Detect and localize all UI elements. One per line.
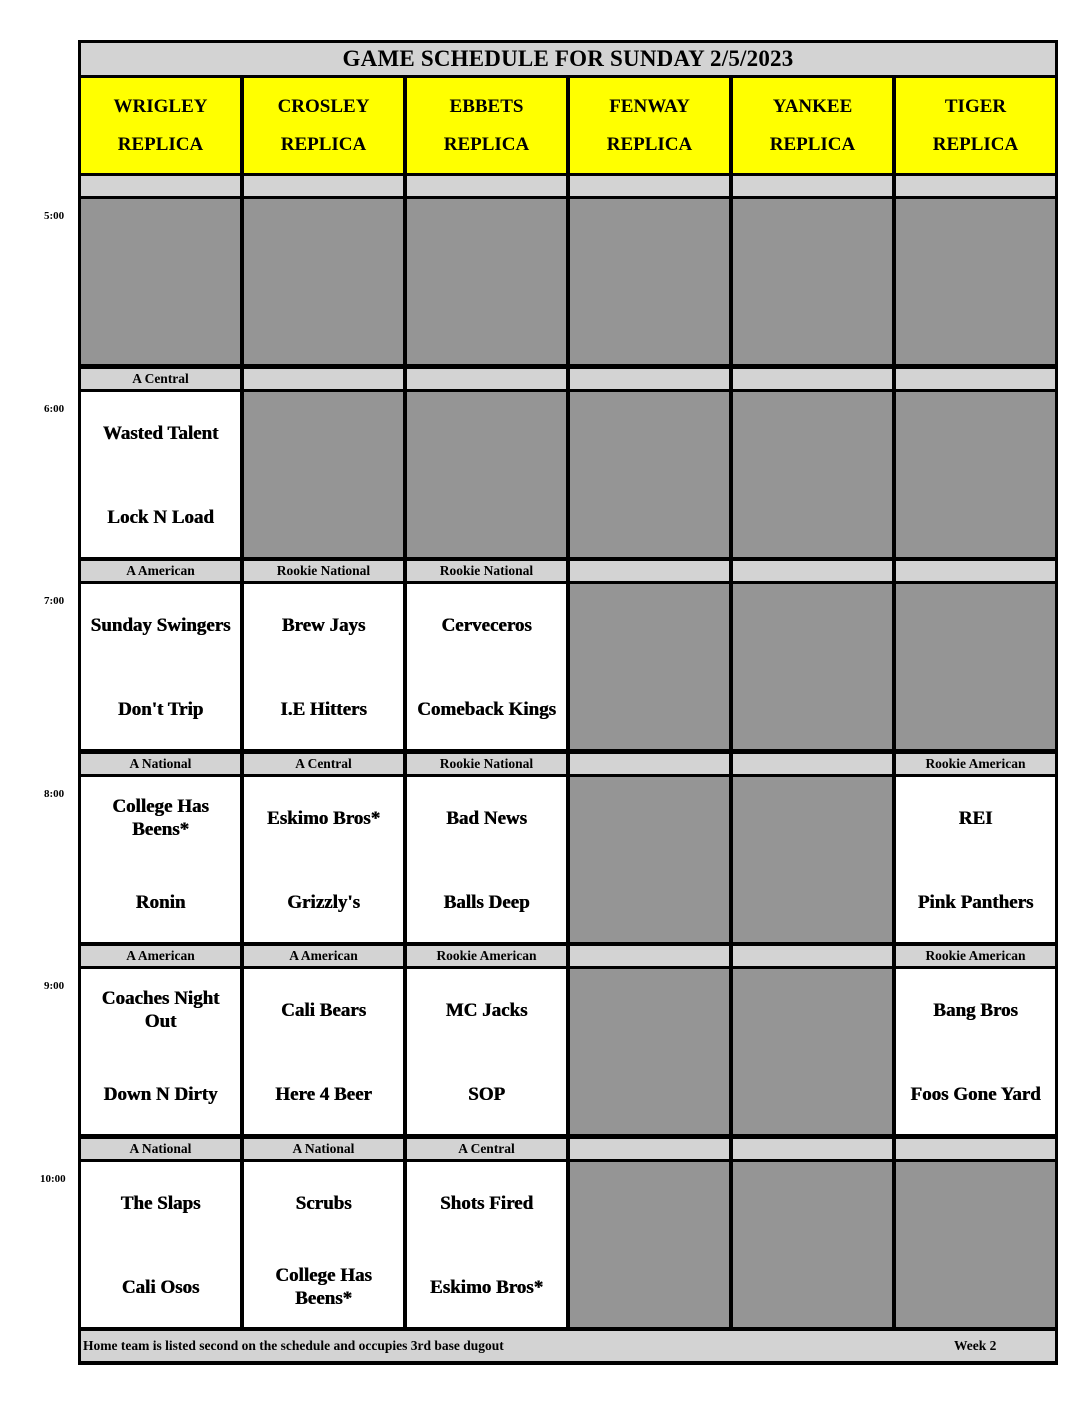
game-cell [81, 777, 240, 942]
game-cell [407, 777, 566, 942]
field-type: REPLICA [606, 133, 693, 155]
home-team: Foos Gone Yard [910, 1083, 1041, 1105]
game-cell [244, 777, 403, 942]
field-name: CROSLEY [277, 95, 370, 117]
division-label: A Central [81, 369, 240, 389]
home-team: Down N Dirty [103, 1083, 218, 1105]
division-label [81, 176, 240, 196]
empty-slot [244, 199, 403, 364]
empty-slot [407, 392, 566, 557]
field-type: REPLICA [443, 133, 530, 155]
division-label [407, 176, 566, 196]
game-cell [244, 1162, 403, 1327]
game-cell [244, 584, 403, 749]
division-label [570, 561, 729, 581]
time-label: 10:00 [40, 1173, 66, 1185]
away-team: Wasted Talent [102, 422, 219, 444]
division-label: Rookie National [244, 561, 403, 581]
empty-slot [81, 199, 240, 364]
division-label [733, 369, 892, 389]
division-label [896, 176, 1055, 196]
home-team: Pink Panthers [917, 891, 1034, 913]
home-team: Comeback Kings [417, 698, 556, 720]
division-label [896, 561, 1055, 581]
home-team: Here 4 Beer [275, 1083, 372, 1105]
field-name: FENWAY [609, 95, 690, 117]
division-label: A National [81, 1139, 240, 1159]
division-label: A American [244, 946, 403, 966]
division-label: Rookie National [407, 561, 566, 581]
field-type: REPLICA [932, 133, 1019, 155]
time-label: 6:00 [44, 403, 65, 415]
division-label [570, 369, 729, 389]
away-team: MC Jacks [445, 999, 528, 1021]
empty-slot [733, 584, 892, 749]
home-team: Don't Trip [117, 698, 204, 720]
division-label [896, 1139, 1055, 1159]
game-cell [244, 969, 403, 1134]
division-label [244, 176, 403, 196]
field-header-fenway [570, 78, 729, 173]
field-type: REPLICA [280, 133, 367, 155]
division-label [733, 176, 892, 196]
division-label [570, 1139, 729, 1159]
week-label: Week 2 [954, 1338, 997, 1353]
field-name: EBBETS [449, 95, 524, 117]
empty-slot [733, 1162, 892, 1327]
empty-slot [896, 392, 1055, 557]
field-type: REPLICA [769, 133, 856, 155]
field-header-ebbets [407, 78, 566, 173]
empty-slot [570, 584, 729, 749]
home-team: SOP [468, 1083, 505, 1105]
division-label: A Central [244, 754, 403, 774]
empty-slot [570, 392, 729, 557]
division-label [570, 176, 729, 196]
empty-slot [896, 199, 1055, 364]
empty-slot [570, 199, 729, 364]
away-team: Coaches Night Out [101, 988, 220, 1032]
away-team: Shots Fired [439, 1192, 534, 1214]
away-team: The Slaps [120, 1192, 201, 1214]
home-team: Eskimo Bros* [429, 1276, 544, 1298]
away-team: Bang Bros [933, 999, 1018, 1021]
field-name: WRIGLEY [113, 95, 208, 117]
away-team: REI [958, 807, 993, 829]
division-label [733, 561, 892, 581]
empty-slot [733, 199, 892, 364]
game-cell [81, 1162, 240, 1327]
division-label: A American [81, 561, 240, 581]
empty-slot [733, 392, 892, 557]
division-label [570, 946, 729, 966]
away-team: Eskimo Bros* [266, 807, 381, 829]
home-team: I.E Hitters [280, 698, 367, 720]
division-label: Rookie American [407, 946, 566, 966]
division-label: A Central [407, 1139, 566, 1159]
empty-slot [733, 969, 892, 1134]
away-team: Bad News [446, 807, 527, 829]
empty-slot [407, 199, 566, 364]
time-label: 8:00 [44, 788, 65, 800]
empty-slot [733, 777, 892, 942]
field-header-crosley [244, 78, 403, 173]
empty-slot [570, 1162, 729, 1327]
home-team: Grizzly's [287, 891, 360, 913]
away-team: Cerveceros [441, 614, 532, 636]
division-label: A American [81, 946, 240, 966]
division-label [733, 946, 892, 966]
game-cell [407, 1162, 566, 1327]
home-team: Balls Deep [443, 891, 530, 913]
empty-slot [570, 969, 729, 1134]
home-team: Cali Osos [121, 1276, 200, 1298]
division-label: Rookie National [407, 754, 566, 774]
division-label [407, 369, 566, 389]
away-team: Sunday Swingers [90, 614, 231, 636]
field-name: YANKEE [772, 95, 853, 117]
empty-slot [896, 1162, 1055, 1327]
time-label: 9:00 [44, 980, 65, 992]
empty-slot [896, 584, 1055, 749]
home-team: College Has Beens* [275, 1265, 372, 1309]
division-label: A National [244, 1139, 403, 1159]
game-cell [81, 969, 240, 1134]
away-team: Scrubs [295, 1192, 352, 1214]
division-label: Rookie American [896, 754, 1055, 774]
time-label: 5:00 [44, 210, 65, 222]
schedule-footer [81, 1331, 1055, 1361]
home-team: Lock N Load [107, 506, 214, 528]
away-team: Cali Bears [281, 999, 366, 1021]
game-cell [407, 584, 566, 749]
division-label [733, 754, 892, 774]
schedule-title: GAME SCHEDULE FOR SUNDAY 2/5/2023 [81, 43, 1055, 75]
away-team: Brew Jays [281, 614, 366, 636]
schedule-sheet [78, 40, 1058, 1365]
division-label [733, 1139, 892, 1159]
game-cell [407, 969, 566, 1134]
field-type: REPLICA [117, 133, 204, 155]
division-label [896, 369, 1055, 389]
game-cell [81, 392, 240, 557]
game-cell [81, 584, 240, 749]
field-header-wrigley [81, 78, 240, 173]
footer-note: Home team is listed second on the schedule and occupies 3rd base dugout [83, 1338, 504, 1353]
time-label: 7:00 [44, 595, 65, 607]
field-name: TIGER [944, 95, 1007, 117]
field-header-tiger [896, 78, 1055, 173]
home-team: Ronin [135, 891, 186, 913]
game-cell [896, 777, 1055, 942]
division-label [244, 369, 403, 389]
field-header-yankee [733, 78, 892, 173]
empty-slot [570, 777, 729, 942]
division-label: A National [81, 754, 240, 774]
division-label: Rookie American [896, 946, 1055, 966]
division-label [570, 754, 729, 774]
empty-slot [244, 392, 403, 557]
game-cell [896, 969, 1055, 1134]
away-team: College Has Beens* [112, 796, 209, 840]
